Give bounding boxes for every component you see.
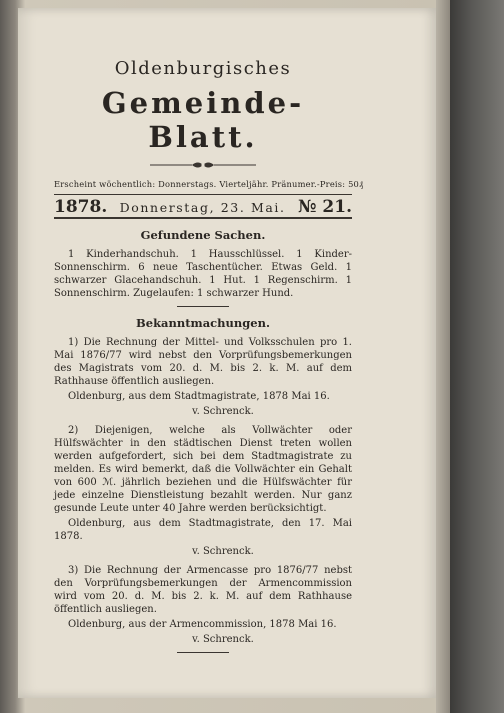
end-divider xyxy=(177,652,229,653)
notice-text: 3) Die Rechnung der Armencasse pro 1876/77 nebst den Vorprüfungsbemerkungen der Armencommission wird vom 20. d. M. bis 2. k. M. auf dem Rathhause öffentlich ausliegen. xyxy=(54,565,352,615)
notice-3 xyxy=(54,564,352,646)
publication-subline: Erscheint wöchentlich: Donnerstags. Vierteljähr. Pränumer.-Preis: 50₰ xyxy=(54,179,364,189)
notice-place: Oldenburg, aus der Armencommission, 1878 Mai 16. xyxy=(68,619,337,630)
issue-number: № 21. xyxy=(298,197,352,217)
page-stack-edge xyxy=(436,0,450,713)
notice-2 xyxy=(54,424,352,558)
found-items-text: 1 Kinderhandschuh. 1 Hausschlüssel. 1 Kinder-Sonnenschirm. 6 neue Taschentücher. Etwas Geld. 1 schwarzer Glacehandschuh. 1 Hut. 1 Regenschirm. 1 Sonnenschirm. Zugelaufen: 1 schwarzer Hund. xyxy=(54,249,352,299)
dateline-rule xyxy=(54,217,352,219)
page-content xyxy=(54,58,364,659)
notice-signer: v. Schrenck. xyxy=(192,406,254,417)
ornament-divider-icon xyxy=(148,160,258,170)
masthead-top: Oldenburgisches xyxy=(114,58,292,79)
notice-signer: v. Schrenck. xyxy=(192,634,254,645)
notice-place: Oldenburg, aus dem Stadtmagistrate, den 17. Mai 1878. xyxy=(54,518,352,542)
issue-date: Donnerstag, 23. Mai. xyxy=(119,200,286,215)
notice-text: 2) Diejenigen, welche als Vollwächter oder Hülfswächter in den städtischen Dienst treten wollen werden aufgefordert, sich bei dem Stadtmagistrate zu melden. Es wird bemerkt, daß die Vollwächter ein Gehalt von 600 ℳ. jährlich beziehen und die Hülfswächter für jede einzelne Dienstleistung bezahlt werden. Nur ganz gesunde Leute unter 40 Jahre werden berücksichtigt. xyxy=(54,425,352,514)
notice-signer: v. Schrenck. xyxy=(192,546,254,557)
section-divider xyxy=(177,306,229,307)
section-title-found: Gefundene Sachen. xyxy=(140,228,266,242)
notice-1 xyxy=(54,336,352,418)
dateline xyxy=(54,197,352,217)
notice-text: 1) Die Rechnung der Mittel- und Volksschulen pro 1. Mai 1876/77 wird nebst den Vorprüfungsbemerkungen des Magistrats vom 20. d. M. bis 2. k. M. auf dem Rathhause öffentlich ausliegen. xyxy=(54,337,352,387)
masthead-title: Gemeinde-Blatt. xyxy=(101,86,305,154)
notice-place: Oldenburg, aus dem Stadtmagistrate, 1878 Mai 16. xyxy=(68,391,330,402)
section-title-notices: Bekanntmachungen. xyxy=(136,316,270,330)
header-rule xyxy=(54,194,352,195)
issue-year: 1878. xyxy=(54,197,108,217)
book-cover-edge xyxy=(450,0,504,713)
